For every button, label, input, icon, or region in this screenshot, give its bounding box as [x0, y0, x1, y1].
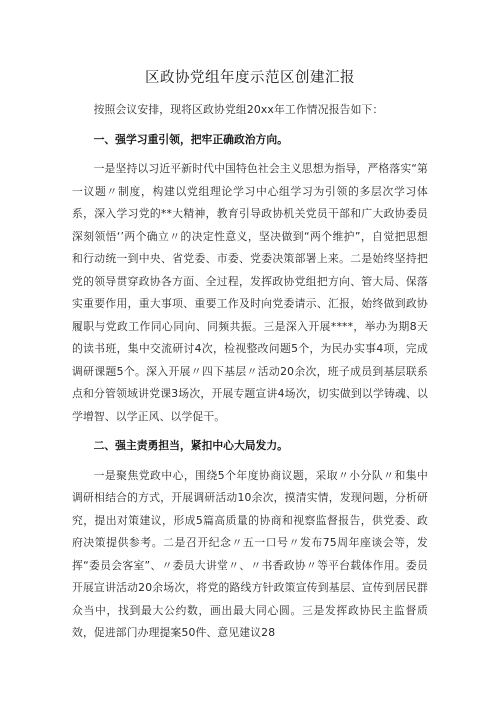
- section-2-heading: 二、强主责勇担当，紧扣中心大局发力。: [93, 439, 288, 452]
- section-2-body: 一是聚焦党政中心，围绕5个年度协商议题，采取〃小分队〃和集中调研相结合的方式，开展调研活动10余次，摸清实情，发现问题，分析研究，提出对策建议，形成5篇高质量的协商和视察监督报告，供党委、政府决策提供参考。二是召开纪念〃五一口号〃发布75周年座谈会等，发挥“委员会客室”、〃委员大讲堂〃、〃书香政协〃等平台载体作用。委员开展宣讲活动20余场次，将党的路线方针政策宣传到基层、宣传到居民群众当中，找到最大公约数，画出最大同心圆。三是发挥政协民主监督质效，促进部门办理提案50件、意见建议28: [72, 468, 428, 639]
- document-title: 区政协党组年度示范区创建汇报: [145, 70, 355, 86]
- section-1-heading: 一、强学习重引领，把牢正确政治方向。: [93, 132, 288, 146]
- intro-paragraph: 按照会议安排，现将区政协党组20xx年工作情况报告如下：: [93, 103, 384, 116]
- section-1-body: 一是坚持以习近平新时代中国特色社会主义思想为指导，严格落实“第一议题〃制度，构建以党组理论学习中心组学习为引领的多层次学习体系，深入学习党的**大精神，教育引导政协机关党员干部和广大政协委员深刻领悟‘’两个确立〃的决定性意义，坚决做到“两个维护”，自觉把思想和行动统一到中央、省党委、市委、党委决策部署上来。二是始终坚持把党的领导贯穿政协各方面、全过程，发挥政协党组把方向、管大局、保落实重要作用，重大事项、重要工作及时向党委请示、汇报，始终做到政协履职与党政工作同心同向、同频共振。三是深入开展****，举办为期8天的读书班，集中交流研讨4次，检视整改问题5个，为民办实事4项，完成调研课题5个。深入开展〃四下基层〃活动20余次，班子成员到基层联系点和分管领域讲党课3场次，开展专题宣讲4场次，切实做到以学铸魂、以学增智、以学正风、以学促干。: [72, 162, 428, 423]
